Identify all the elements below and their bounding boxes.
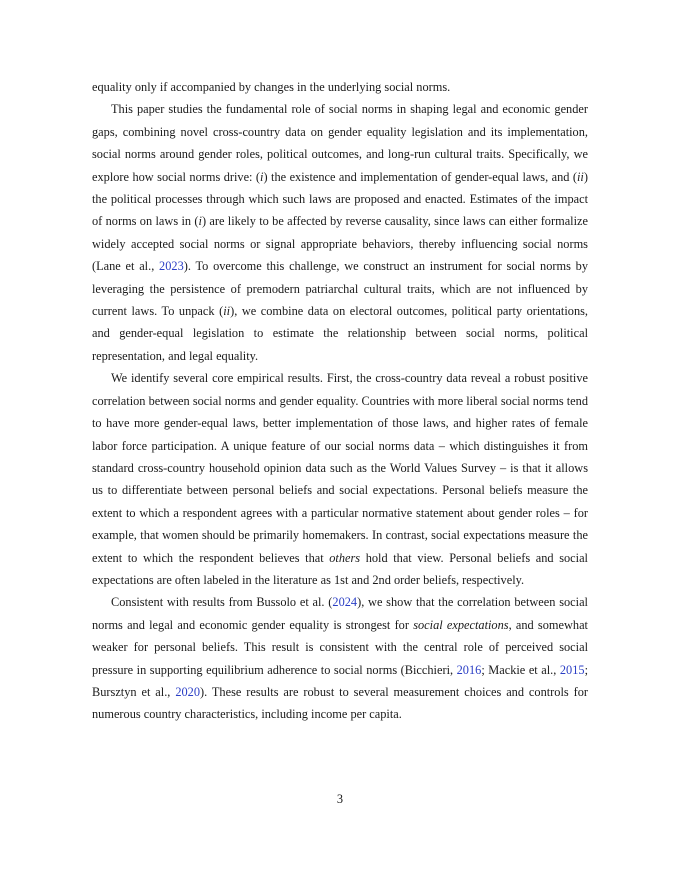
citation-link-mackie-2015[interactable]: 2015 (559, 662, 585, 677)
citation-link-bursztyn-2020[interactable]: 2020 (175, 684, 200, 699)
paragraph-study-overview: This paper studies the fundamental role of social norms in shaping legal and economic gender gaps, combining novel cross-country data on gender equality legislation and its implementation, social norms around gender roles, political outcomes, and long-run cultural traits. Specifically, we explore how social norms drive: (i) the existence and implementation of gender-equal laws, and (ii) the political processes through which such laws are proposed and enacted. Estimates of the impact of norms on laws in (i) are likely to be affected by reverse causality, since laws can either formalize widely accepted social norms or signal appropriate behaviors, thereby influencing social norms (Lane et al., 2023). To overcome this challenge, we construct an instrument for social norms by leveraging the persistence of premodern patriarchal cultural traits, which are not influenced by current laws. To unpack (ii), we combine data on electoral outcomes, political party orientations, and gender-equal legislation to estimate the relationship between social norms, political representation, and legal equality. (92, 102, 589, 363)
paragraph-social-expectations: Consistent with results from Bussolo et al. (2024), we show that the correlation between social norms and legal and economic gender equality is strongest for social expectations, and somewhat weaker for personal beliefs. This result is consistent with the central role of perceived social pressure in supporting equilibrium adherence to social norms (Bicchieri, 2016; Mackie et al., 2015; Bursztyn et al., 2020). These results are robust to several measurement choices and controls for numerous country characteristics, including income per capita. (92, 595, 588, 722)
citation-link-bicchieri-2016[interactable]: 2016 (456, 662, 482, 677)
citation-link-bussolo-2024[interactable]: 2024 (332, 595, 358, 610)
paragraph-core-results: We identify several core empirical results. First, the cross-country data reveal a robust positive correlation between social norms and gender equality. Countries with more liberal social norms tend to have more gender-equal laws, better implementation of those laws, and higher rates of female labor force participation. A unique feature of our social norms data – which distinguishes it from standard cross-country household opinion data such as the World Values Survey – is that it allows us to differentiate between personal beliefs and social expectations. Personal beliefs measure the extent to which a respondent agrees with a particular normative statement about gender roles – for example, that women should be primarily homemakers. In contrast, social expectations measure the extent to which the respondent believes that others hold that view. Personal beliefs and social expectations are often labeled in the literature as 1st and 2nd order beliefs, respectively. (92, 371, 588, 587)
citation-link-lane-2023[interactable]: 2023 (159, 259, 184, 274)
page-number: 3 (336, 792, 344, 806)
paragraph-continuation: equality only if accompanied by changes in the underlying social norms. (92, 80, 451, 94)
paper-body (92, 76, 588, 726)
